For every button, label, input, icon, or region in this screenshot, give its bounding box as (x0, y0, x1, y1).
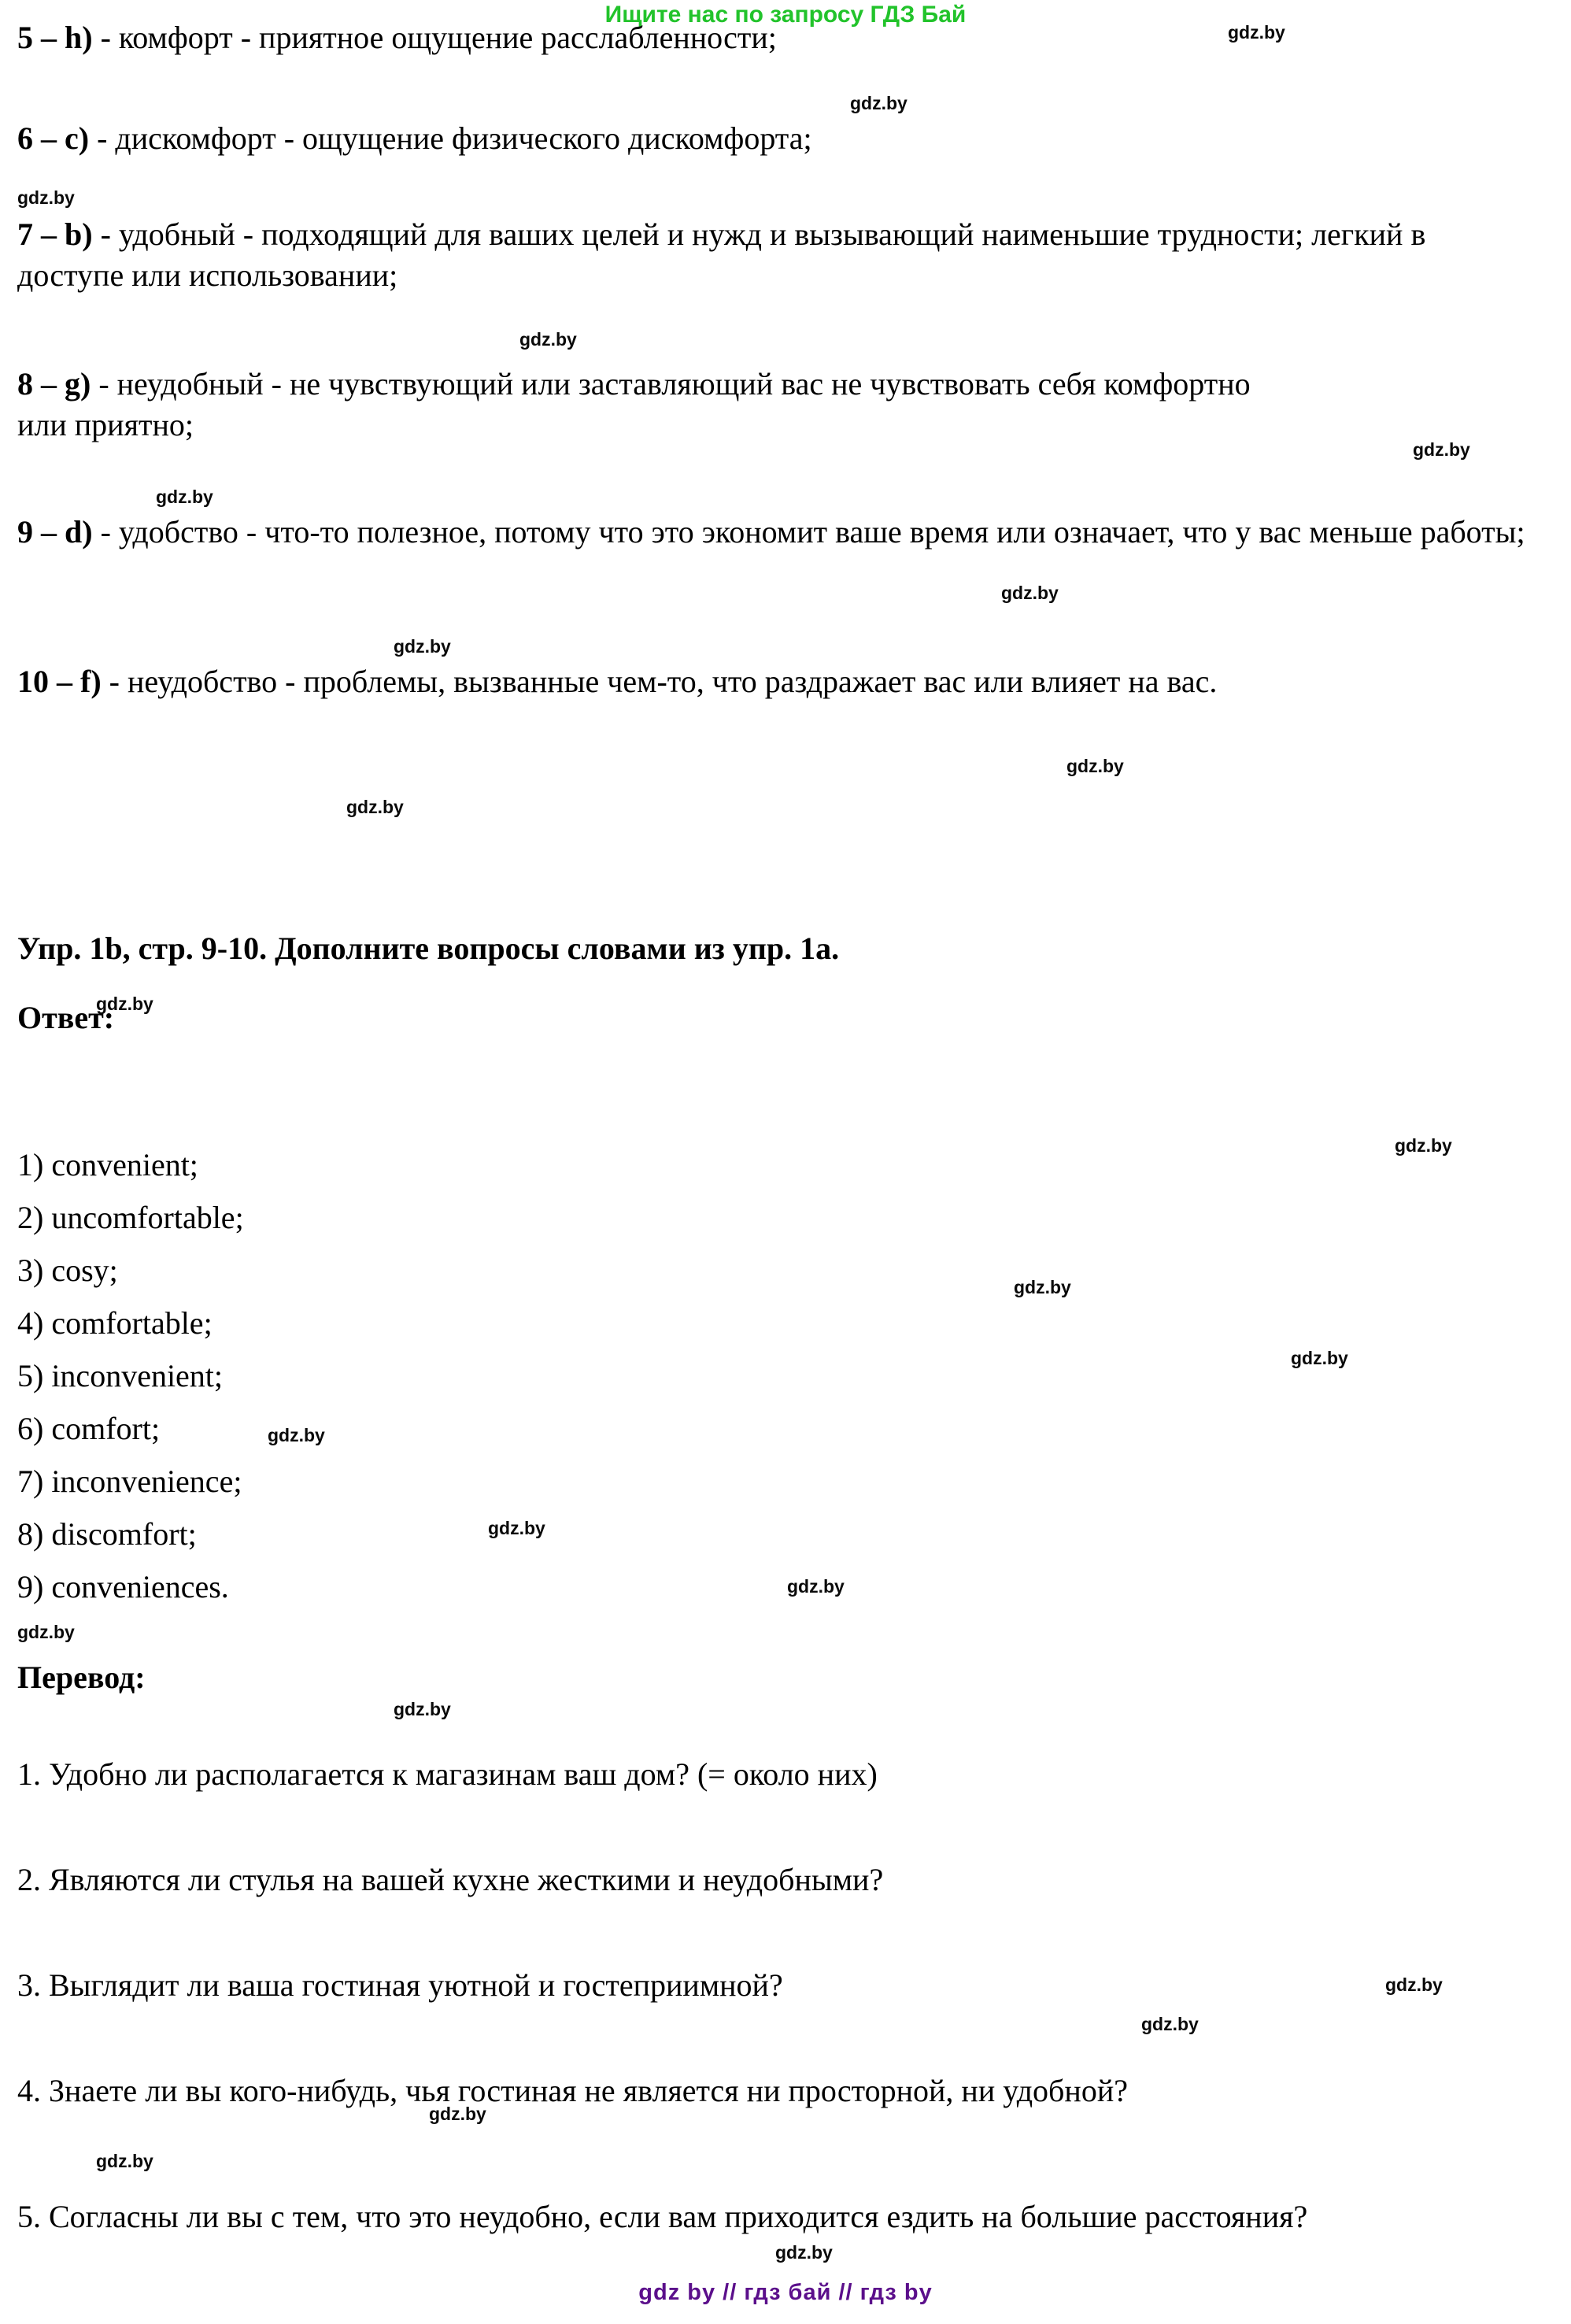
promo-banner-top: Ищите нас по запросу ГДЗ Бай (604, 2, 967, 28)
matching-item-marker: 10 – f) (17, 664, 102, 699)
gdz-watermark: gdz.by (96, 994, 153, 1014)
gdz-watermark: gdz.by (775, 2242, 833, 2263)
translation-item: 2. Являются ли стулья на вашей кухне жесткими и неудобными? (17, 1862, 884, 1897)
gdz-watermark: gdz.by (1141, 2014, 1199, 2034)
answer-item: 1) convenient; (17, 1147, 198, 1182)
promo-banner-bottom: gdz by // гдз бай // гдз by (638, 2280, 933, 2305)
gdz-watermark: gdz.by (1066, 756, 1124, 776)
answer-item: 4) comfortable; (17, 1305, 213, 1341)
answer-item: 6) comfort; (17, 1411, 161, 1446)
answer-item: 9) conveniences. (17, 1569, 229, 1604)
matching-item-marker: 9 – d) (17, 514, 93, 550)
translation-item: 3. Выглядит ли ваша гостиная уютной и гостеприимной? (17, 1967, 783, 2003)
matching-item-text: - неудобство - проблемы, вызванные чем-то, что раздражает вас или влияет на вас. (101, 664, 1218, 699)
gdz-watermark: gdz.by (1228, 22, 1285, 43)
answer-heading: Ответ: (17, 1000, 115, 1035)
gdz-watermark: gdz.by (394, 1699, 451, 1719)
translation-heading: Перевод: (17, 1660, 146, 1695)
exercise-title: Упр. 1b, стр. 9-10. Дополните вопросы словами из упр. 1a. (17, 931, 840, 966)
gdz-watermark: gdz.by (429, 2104, 486, 2124)
answer-word-list (17, 1138, 244, 1613)
matching-item (17, 17, 1513, 58)
answer-item: 3) cosy; (17, 1253, 118, 1288)
gdz-watermark: gdz.by (1001, 583, 1059, 603)
gdz-watermark: gdz.by (17, 187, 75, 208)
translation-item: 4. Знаете ли вы кого-нибудь, чья гостиная не является ни просторной, ни удобной? (17, 2073, 1128, 2108)
gdz-watermark: gdz.by (1413, 439, 1470, 460)
matching-item-marker: 7 – b) (17, 216, 93, 252)
answer-item: 8) discomfort; (17, 1516, 197, 1552)
matching-item-text: - дискомфорт - ощущение физического дискомфорта; (89, 120, 812, 156)
matching-item-marker: 6 – c) (17, 120, 90, 156)
matching-item (17, 214, 1513, 296)
answer-item: 2) uncomfortable; (17, 1200, 244, 1235)
matching-item-text: - неудобный - не чувствующий или заставляющий вас не чувствовать себя комфортно или приятно; (17, 366, 1251, 442)
matching-item (17, 661, 1544, 702)
matching-item-text: - удобство - что-то полезное, потому что это экономит ваше время или означает, что у вас меньше работы; (92, 514, 1525, 550)
gdz-watermark: gdz.by (96, 2151, 153, 2171)
matching-item (17, 118, 1513, 159)
gdz-watermark: gdz.by (17, 1622, 75, 1642)
matching-item-text: - комфорт - приятное ощущение расслабленности; (92, 20, 777, 55)
gdz-watermark: gdz.by (1291, 1348, 1348, 1368)
translation-item: 5. Согласны ли вы с тем, что это неудобно, если вам приходится ездить на большие расстояния? (17, 2199, 1308, 2234)
matching-item-marker: 8 – g) (17, 366, 91, 402)
matching-item-text: - удобный - подходящий для ваших целей и нужд и вызывающий наименьшие трудности; легкий в доступе или использовании; (17, 216, 1426, 293)
gdz-watermark: gdz.by (1395, 1135, 1452, 1156)
answer-item: 7) inconvenience; (17, 1464, 242, 1499)
gdz-watermark: gdz.by (850, 93, 907, 113)
answer-item: 5) inconvenient; (17, 1358, 224, 1393)
matching-item (17, 512, 1536, 553)
gdz-watermark: gdz.by (519, 329, 577, 350)
translation-item: 1. Удобно ли располагается к магазинам ваш дом? (= около них) (17, 1756, 878, 1792)
gdz-watermark: gdz.by (488, 1518, 545, 1538)
gdz-watermark: gdz.by (1385, 1974, 1443, 1995)
matching-item (17, 364, 1277, 446)
gdz-watermark: gdz.by (1014, 1277, 1071, 1297)
gdz-watermark: gdz.by (156, 487, 213, 507)
gdz-watermark: gdz.by (787, 1576, 845, 1597)
gdz-watermark: gdz.by (394, 636, 451, 657)
gdz-watermark: gdz.by (268, 1425, 325, 1445)
gdz-watermark: gdz.by (346, 797, 404, 817)
matching-item-marker: 5 – h) (17, 20, 93, 55)
